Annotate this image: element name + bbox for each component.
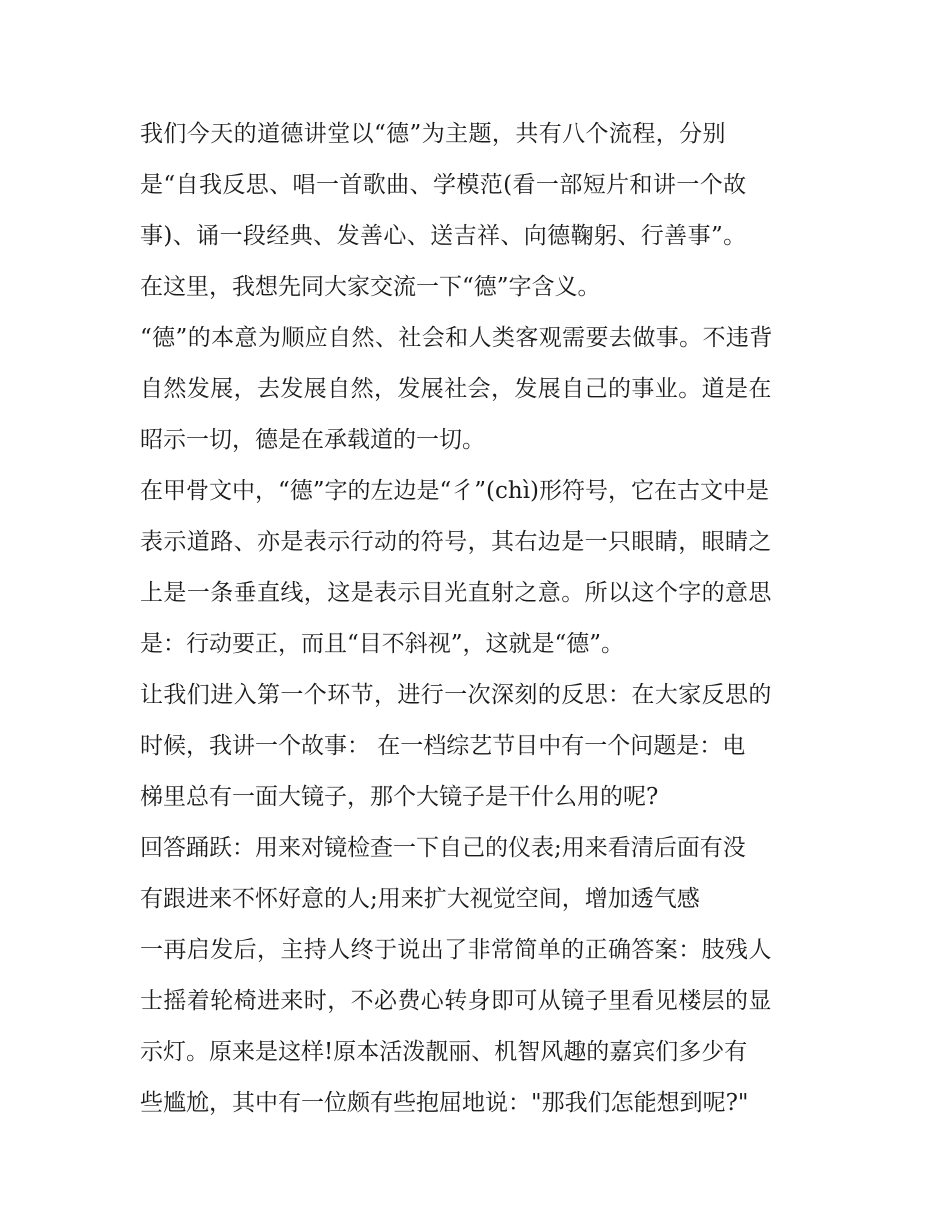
text-line: 回答踊跃：用来对镜检查一下自己的仪表;用来看清后面有没 [140,835,746,861]
text-line: 些尴尬，其中有一位颇有些抱屈地说："那我们怎能想到呢?" [140,1090,749,1116]
text-line: 梯里总有一面大镜子，那个大镜子是干什么用的呢? [140,784,659,810]
text-line: 事)、诵一段经典、发善心、送吉祥、向德鞠躬、行善事”。 [140,223,747,249]
text-line: 表示道路、亦是表示行动的符号，其右边是一只眼睛，眼睛之 [140,529,772,555]
text-line: 有跟进来不怀好意的人;用来扩大视觉空间，增加透气感 [140,886,700,912]
text-line: 我们今天的道德讲堂以“德”为主题，共有八个流程，分别 [140,121,726,147]
text-line: 昭示一切，德是在承载道的一切。 [140,427,485,453]
text-line: 是：行动要正，而且“目不斜视”，这就是“德”。 [140,631,625,657]
text-line: 上是一条垂直线，这是表示目光直射之意。所以这个字的意思 [140,580,772,606]
text-line: 是“自我反思、唱一首歌曲、学模范(看一部短片和讲一个故 [140,172,747,198]
text-line: 士摇着轮椅进来时，不必费心转身即可从镜子里看见楼层的显 [140,988,772,1014]
text-line: 让我们进入第一个环节，进行一次深刻的反思：在大家反思的 [140,682,772,708]
text-line: 示灯。原来是这样!原本活泼靓丽、机智风趣的嘉宾们多少有 [140,1039,748,1065]
text-line: 在这里，我想先同大家交流一下“德”字含义。 [140,274,601,300]
text-line: “德”的本意为顺应自然、社会和人类客观需要去做事。不违背 [140,325,773,351]
text-line: 一再启发后，主持人终于说出了非常简单的正确答案：肢残人 [140,937,772,963]
document-body [140,109,816,1129]
text-line: 时候，我讲一个故事： 在一档综艺节目中有一个问题是：电 [140,733,746,759]
text-line: 自然发展，去发展自然，发展社会，发展自己的事业。道是在 [140,376,772,402]
text-line: 在甲骨文中，“德”字的左边是“彳”(chì)形符号，它在古文中是 [140,478,770,504]
